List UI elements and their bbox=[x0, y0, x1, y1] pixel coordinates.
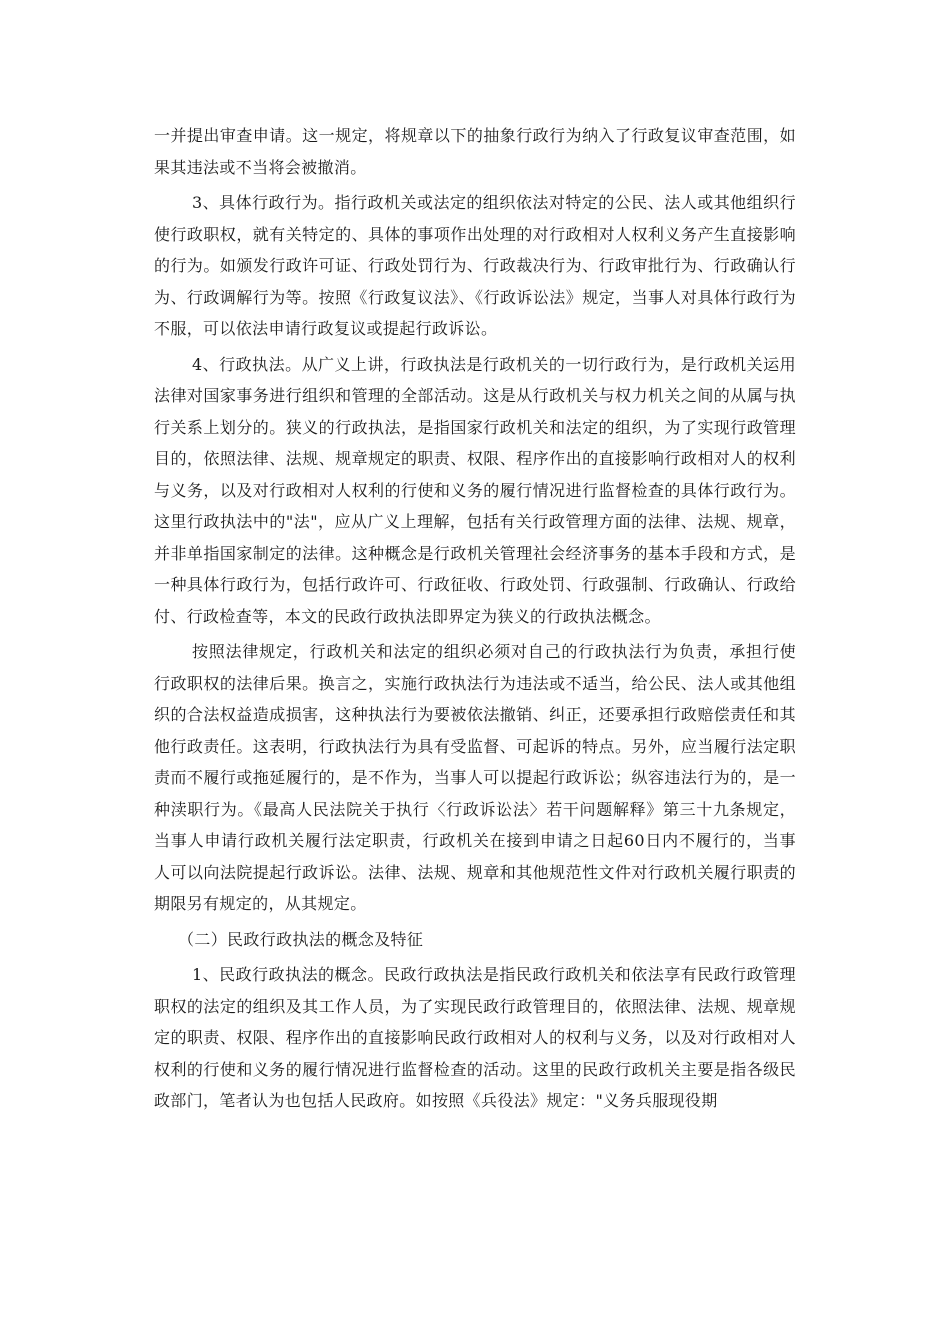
section-heading: （二）民政行政执法的概念及特征 bbox=[178, 929, 424, 949]
paragraph-civil-affairs-definition: 1、民政行政执法的概念。民政行政执法是指民政行政机关和依法享有民政行政管理职权的法定的组织及其工作人员，为了实现民政行政管理目的，依照法律、法规、规章规定的职责、权限、程序作出的直接影响民政行政相对人的权利与义务，以及对行政相对人权利的行使和义务的履行情况进行监督检查的活动。这里的民政行政机关主要是指各级民政部门，笔者认为也包括人民政府。如按照《兵役法》规定："义务兵服现役期 bbox=[154, 965, 796, 1110]
paragraph-administrative-enforcement: 4、行政执法。从广义上讲，行政执法是行政机关的一切行政行为，是行政机关运用法律对国家事务进行组织和管理的全部活动。这是从行政机关与权力机关之间的从属与执行关系上划分的。狭义的行政执法，是指国家行政机关和法定的组织，为了实现行政管理目的，依照法律、法规、规章规定的职责、权限、程序作出的直接影响行政相对人的权利与义务，以及对行政相对人权利的行使和义务的履行情况进行监督检查的具体行政行为。这里行政执法中的"法"，应从广义上理解，包括有关行政管理方面的法律、法规、规章，并非单指国家制定的法律。这种概念是行政机关管理社会经济事务的基本手段和方式，是一种具体行政行为，包括行政许可、行政征收、行政处罚、行政强制、行政确认、行政给付、行政检查等，本文的民政行政执法即界定为狭义的行政执法概念。 bbox=[154, 354, 796, 626]
paragraph-legal-responsibility: 按照法律规定，行政机关和法定的组织必须对自己的行政执法行为负责，承担行使行政职权的法律后果。换言之，实施行政执法行为违法或不适当，给公民、法人或其他组织的合法权益造成损害，这种执法行为要被依法撤销、纠正，还要承担行政赔偿责任和其他行政责任。这表明，行政执法行为具有受监督、可起诉的特点。另外，应当履行法定职责而不履行或拖延履行的，是不作为，当事人可以提起行政诉讼；纵容违法行为的，是一种渎职行为。《最高人民法院关于执行〈行政诉讼法〉若干问题解释》第三十九条规定，当事人申请行政机关履行法定职责，行政机关在接到申请之日起60日内不履行的，当事人可以向法院提起行政诉讼。法律、法规、规章和其他规范性文件对行政机关履行职责的期限另有规定的，从其规定。 bbox=[154, 642, 796, 913]
document-page bbox=[154, 120, 796, 1117]
paragraph-continuation: 一并提出审查申请。这一规定，将规章以下的抽象行政行为纳入了行政复议审查范围，如果其违法或不当将会被撤消。 bbox=[154, 126, 796, 177]
paragraph-specific-administrative-act: 3、具体行政行为。指行政机关或法定的组织依法对特定的公民、法人或其他组织行使行政职权，就有关特定的、具体的事项作出处理的对行政相对人权利义务产生直接影响的行为。如颁发行政许可证、行政处罚行为、行政裁决行为、行政审批行为、行政确认行为、行政调解行为等。按照《行政复议法》、《行政诉讼法》规定，当事人对具体行政行为不服，可以依法申请行政复议或提起行政诉讼。 bbox=[154, 193, 796, 338]
